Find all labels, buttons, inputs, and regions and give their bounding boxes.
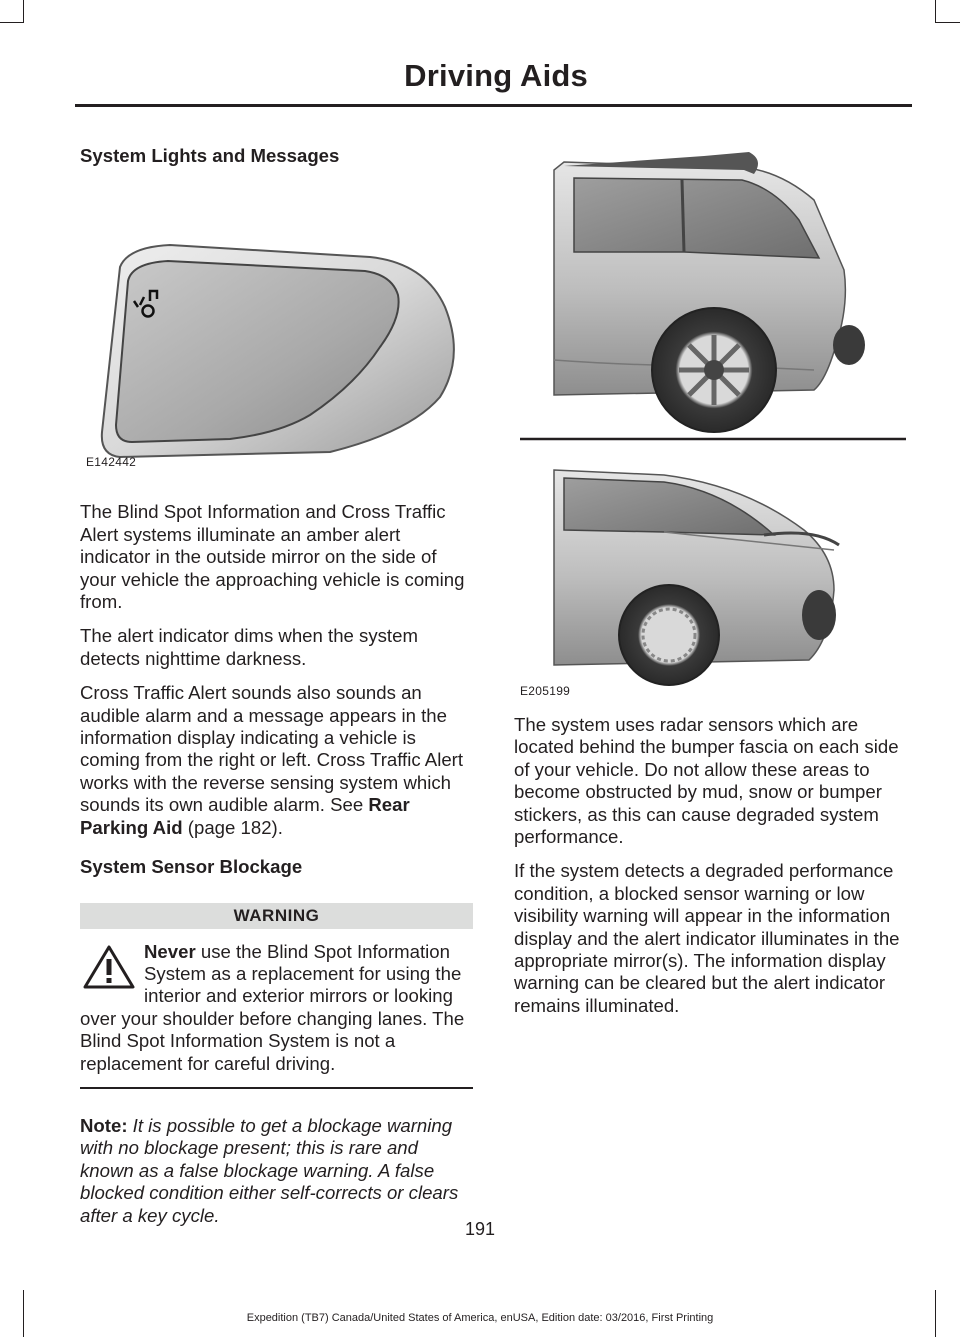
page-number: 191	[464, 1219, 496, 1239]
paragraph: The alert indicator dims when the system detects nighttime darkness.	[80, 625, 418, 669]
header-rule	[75, 104, 912, 107]
suv-illustration	[554, 152, 865, 432]
warning-rule	[80, 1087, 473, 1089]
right-column	[514, 714, 909, 1017]
paragraph-text: Cross Traffic Alert sounds also sounds an audible alarm and a message appears in the information display indicating a vehicle is coming from the right or left. Cross Traffic Alert works with the reverse sensing system which sounds its own audible alarm. See	[80, 682, 464, 816]
note-text: It is possible to get a blockage warning with no blockage present; this is rare and known as a false blockage warning. A false blocked condition either self-corrects or clears after a key cycle.	[80, 1114, 459, 1226]
crop-mark	[23, 0, 24, 22]
page-footer: Expedition (TB7) Canada/United States of America, enUSA, Edition date: 03/2016, First Printing	[246, 1312, 714, 1324]
section-heading: System Lights and Messages	[80, 145, 340, 166]
cross-reference-link[interactable]: Rear Parking Aid	[80, 794, 410, 838]
mirror-illustration	[80, 187, 473, 472]
paragraph	[80, 682, 473, 839]
note	[80, 1115, 473, 1227]
sedan-illustration	[554, 470, 839, 685]
warning-body	[80, 929, 473, 1089]
paragraph-text: (page 182).	[182, 816, 283, 838]
warning-label: WARNING	[80, 903, 473, 929]
warning-text	[80, 941, 473, 1075]
figure-code: E142442	[86, 455, 137, 470]
warning-box	[80, 903, 473, 1089]
paragraph: If the system detects a degraded performance condition, a blocked sensor warning or low visibility warning will appear in the information display and the alert indicator illuminates in the appropriate mirror(s). The information display warning can be cleared but the alert indicator remains illuminated.	[514, 860, 900, 1016]
section-heading: System Sensor Blockage	[80, 856, 303, 878]
crop-mark	[935, 0, 936, 22]
crop-mark	[935, 22, 960, 23]
paragraph: The Blind Spot Information and Cross Traffic Alert systems illuminate an amber alert indicator in the outside mirror on the side of your vehicle the approaching vehicle is coming from.	[80, 501, 465, 613]
paragraph: The system uses radar sensors which are located behind the bumper fascia on each side of your vehicle. Do not allow these areas to become obstructed by mud, snow or bumper stickers, as this can cause degraded system performance.	[514, 714, 899, 848]
figure-code: E205199	[520, 684, 571, 698]
warning-emphasis: Never	[144, 940, 196, 962]
vehicle-rear-illustration	[514, 140, 909, 700]
left-column	[80, 145, 473, 1227]
warning-sentence: use the Blind Spot Information System as a replacement for using the interior and exterior mirrors or looking over your shoulder before changing lanes. The Blind Spot Information System is not a replacement for careful driving.	[80, 940, 465, 1074]
rear-quarter-vehicle-image	[514, 140, 909, 700]
note-label: Note:	[80, 1114, 128, 1136]
side-mirror-image	[80, 187, 473, 472]
warning-triangle-icon	[82, 943, 136, 991]
crop-mark	[0, 22, 24, 23]
page-header-title: Driving Aids	[404, 58, 588, 93]
